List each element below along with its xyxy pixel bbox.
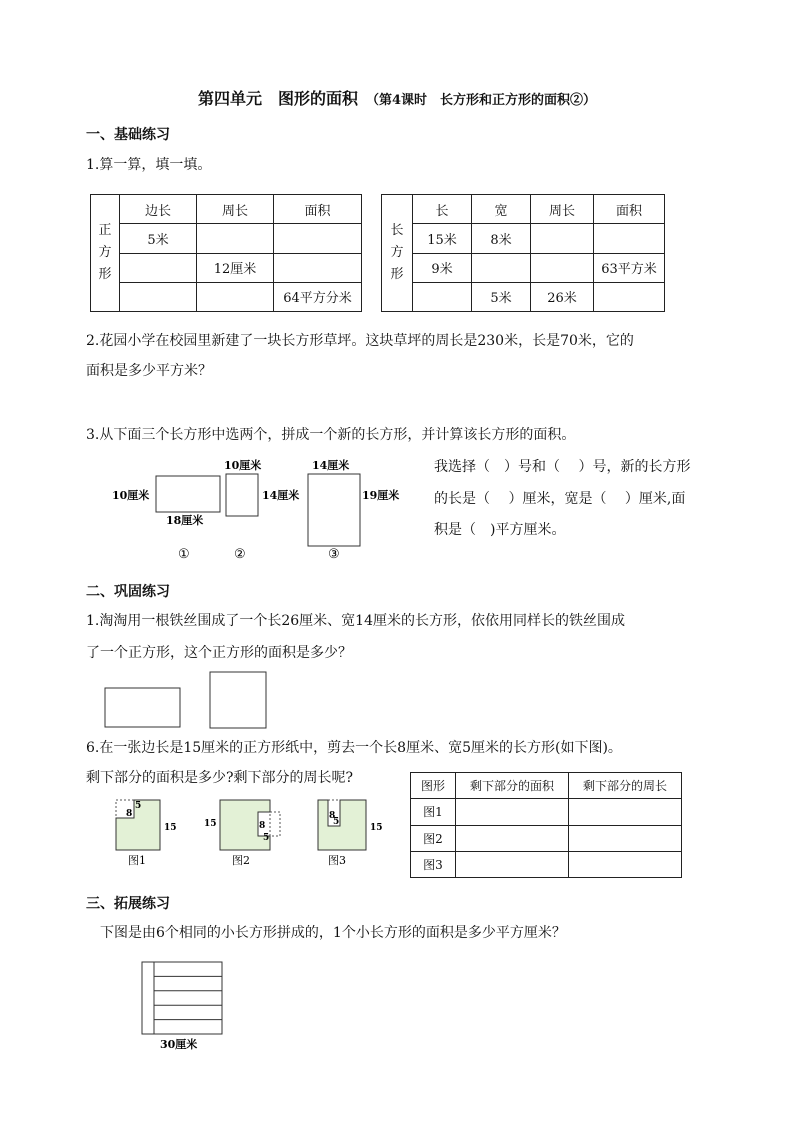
r1-side-label: 10厘米 xyxy=(112,489,150,502)
remaining-cell[interactable] xyxy=(569,799,682,825)
square-cell[interactable]: 5米 xyxy=(120,224,197,253)
fig2-8: 8 xyxy=(259,821,266,831)
r2-top-label: 10厘米 xyxy=(224,459,262,472)
fig2-5: 5 xyxy=(263,833,270,843)
remaining-header-area: 剩下部分的面积 xyxy=(456,773,569,799)
rect-cell[interactable] xyxy=(531,253,594,282)
rect-header-width: 宽 xyxy=(472,195,531,224)
remaining-table xyxy=(410,772,682,878)
q3-answer-line1: 我选择（ ）号和（ ）号，新的长方形 xyxy=(434,459,691,475)
remaining-cell[interactable] xyxy=(456,825,569,851)
fig1-15: 15 xyxy=(164,823,177,833)
rect-cell[interactable]: 26米 xyxy=(531,282,594,311)
rectangle-1 xyxy=(156,476,220,512)
s2q1-line1: 1.淘淘用一根铁丝围成了一个长26厘米、宽14厘米的长方形，依依用同样长的铁丝围成 xyxy=(86,613,625,629)
square-table xyxy=(90,194,362,312)
section2-heading: 二、巩固练习 xyxy=(86,584,170,600)
square-header-area: 面积 xyxy=(274,195,362,224)
remaining-header-perimeter: 剩下部分的周长 xyxy=(569,773,682,799)
rect-header-length: 长 xyxy=(413,195,472,224)
section1-heading: 一、基础练习 xyxy=(86,127,170,143)
rect-cell[interactable] xyxy=(531,224,594,253)
square-cell[interactable]: 64平方分米 xyxy=(274,282,362,311)
fig2-15: 15 xyxy=(204,819,217,829)
q1-text: 1.算一算，填一填。 xyxy=(86,157,212,173)
q2-line1: 2.花园小学在校园里新建了一块长方形草坪。这块草坪的周长是230米，长是70米，它的 xyxy=(86,333,634,349)
fig3-8: 8 xyxy=(329,811,336,821)
rect-cell[interactable]: 63平方米 xyxy=(594,253,665,282)
square-header-perimeter: 周长 xyxy=(197,195,274,224)
square-cell[interactable]: 12厘米 xyxy=(197,253,274,282)
r3-side-label: 19厘米 xyxy=(362,489,400,502)
fig3-5: 5 xyxy=(333,817,340,827)
remaining-cell[interactable] xyxy=(456,799,569,825)
label-1: ① xyxy=(178,547,190,562)
title-main: 第四单元 图形的面积 xyxy=(197,89,358,108)
rect-row-header xyxy=(382,195,413,312)
rectangle-3 xyxy=(308,474,360,546)
fig1-5: 5 xyxy=(135,801,142,811)
remaining-cell[interactable] xyxy=(456,851,569,877)
three-rectangles-figure xyxy=(100,452,420,564)
q6-line1: 6.在一张边长是15厘米的正方形纸中，剪去一个长8厘米、宽5厘米的长方形(如下图)。 xyxy=(86,740,622,756)
square-row-header-text: 正方形 xyxy=(98,223,112,282)
fig3-caption: 图3 xyxy=(328,854,346,867)
rectangle-2 xyxy=(226,474,258,516)
square-row-header xyxy=(91,195,120,312)
remaining-cell[interactable] xyxy=(569,825,682,851)
r1-bottom-label: 18厘米 xyxy=(166,514,204,527)
cut-figure-1 xyxy=(116,800,177,867)
rect-table xyxy=(381,194,665,312)
rect-cell[interactable] xyxy=(594,224,665,253)
rect-cell[interactable]: 5米 xyxy=(472,282,531,311)
square-cell[interactable] xyxy=(120,282,197,311)
cut-figure-3 xyxy=(318,800,383,867)
rect-header-area: 面积 xyxy=(594,195,665,224)
label-3: ③ xyxy=(328,547,340,562)
fig1-caption: 图1 xyxy=(128,854,146,867)
r2-side-label: 14厘米 xyxy=(262,489,300,502)
remaining-row-label: 图3 xyxy=(411,851,456,877)
square-cell[interactable] xyxy=(274,224,362,253)
q3-answer-line3: 积是（ )平方厘米。 xyxy=(434,522,566,538)
section3-heading: 三、拓展练习 xyxy=(86,896,170,912)
cut-paper-figures xyxy=(100,796,390,870)
wire-rectangle xyxy=(105,688,180,727)
six-rectangles-figure xyxy=(138,958,230,1052)
width-30cm-label: 30厘米 xyxy=(160,1038,198,1051)
rect-cell[interactable]: 8米 xyxy=(472,224,531,253)
square-cell[interactable] xyxy=(197,282,274,311)
r3-top-label: 14厘米 xyxy=(312,459,350,472)
rect-cell[interactable]: 9米 xyxy=(413,253,472,282)
label-2: ② xyxy=(234,547,246,562)
remaining-header-shape: 图形 xyxy=(411,773,456,799)
rect-row-header-text: 长方形 xyxy=(390,223,404,282)
rect-cell[interactable]: 15米 xyxy=(413,224,472,253)
fig2-caption: 图2 xyxy=(232,854,250,867)
rect-header-perimeter: 周长 xyxy=(531,195,594,224)
wire-square xyxy=(210,672,266,728)
s2q1-line2: 了一个正方形，这个正方形的面积是多少？ xyxy=(86,645,352,661)
wire-shapes-figure xyxy=(100,668,280,732)
q3-answer-line2: 的长是（ ）厘米，宽是（ ）厘米,面 xyxy=(434,491,686,507)
rect-cell[interactable] xyxy=(594,282,665,311)
square-cell[interactable] xyxy=(274,253,362,282)
q6-line2: 剩下部分的面积是多少?剩下部分的周长呢? xyxy=(86,770,354,786)
q3-text: 3.从下面三个长方形中选两个，拼成一个新的长方形，并计算该长方形的面积。 xyxy=(86,427,576,443)
square-cell[interactable] xyxy=(197,224,274,253)
remaining-cell[interactable] xyxy=(569,851,682,877)
q2-line2: 面积是多少平方米？ xyxy=(86,363,212,379)
fig1-8: 8 xyxy=(126,809,133,819)
fig3-15: 15 xyxy=(370,823,383,833)
square-header-side: 边长 xyxy=(120,195,197,224)
s3-text: 下图是由6个相同的小长方形拼成的，1个小长方形的面积是多少平方厘米？ xyxy=(100,925,566,941)
rect-cell[interactable] xyxy=(472,253,531,282)
title-sub: （第4课时 长方形和正方形的面积②） xyxy=(365,93,597,108)
remaining-row-label: 图2 xyxy=(411,825,456,851)
rect-cell[interactable] xyxy=(413,282,472,311)
square-cell[interactable] xyxy=(120,253,197,282)
remaining-row-label: 图1 xyxy=(411,799,456,825)
cut-figure-2 xyxy=(204,800,280,867)
page-title xyxy=(0,86,794,109)
